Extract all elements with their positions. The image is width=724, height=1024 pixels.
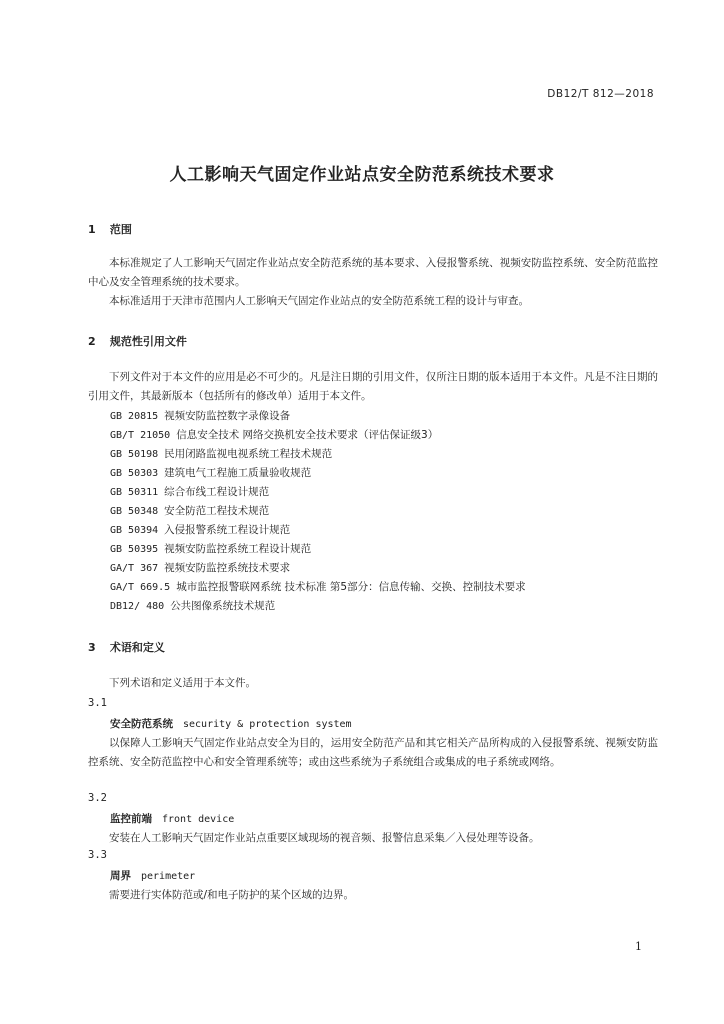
document-code: DB12/T 812—2018 [547,88,654,100]
term-definition: 需要进行实体防范或/和电子防护的某个区域的边界。 [109,889,355,901]
term-heading: 监控前端 front device [110,813,235,825]
clause-number: 3.1 [88,697,107,709]
reference-item: GB 50348 安全防范工程技术规范 [110,505,270,517]
section-title: 术语和定义 [109,641,165,654]
section-number: 2 [88,335,96,348]
term-heading: 周界 perimeter [110,870,196,882]
section-title: 范围 [109,223,132,236]
scope-paragraph-2: 本标准适用于天津市范围内人工影响天气固定作业站点的安全防范系统工程的设计与审查。 [109,295,529,307]
reference-item: GA/T 367 视频安防监控系统技术要求 [110,562,291,574]
section-number: 1 [88,223,96,236]
reference-item: GB 50311 综合布线工程设计规范 [110,486,270,498]
document-title: 人工影响天气固定作业站点安全防范系统技术要求 [169,165,555,185]
section-heading-normative-references [88,333,187,349]
reference-item: GB/T 21050 信息安全技术 网络交换机安全技术要求（评估保证级3） [110,429,439,441]
page-number: 1 [635,940,642,953]
clause-number: 3.3 [88,849,107,861]
section-number: 3 [88,641,96,654]
term-heading: 安全防范系统 security & protection system [110,718,352,730]
reference-item: GA/T 669.5 城市监控报警联网系统 技术标准 第5部分：信息传输、交换、控制技术要求 [110,581,526,593]
reference-item: GB 50394 入侵报警系统工程设计规范 [110,524,291,536]
section-heading-scope [88,221,132,237]
reference-item: DB12/ 480 公共图像系统技术规范 [110,600,276,612]
scope-paragraph-1: 本标准规定了人工影响天气固定作业站点安全防范系统的基本要求、入侵报警系统、视频安防监控系统、安全防范监控中心及安全管理系统的技术要求。 [88,257,658,288]
section-title: 规范性引用文件 [109,335,187,348]
reference-item: GB 50395 视频安防监控系统工程设计规范 [110,543,312,555]
clause-number: 3.2 [88,792,107,804]
reference-item: GB 50303 建筑电气工程施工质量验收规范 [110,467,312,479]
terms-intro: 下列术语和定义适用于本文件。 [109,677,256,689]
reference-item: GB 20815 视频安防监控数字录像设备 [110,410,291,422]
references-intro: 下列文件对于本文件的应用是必不可少的。凡是注日期的引用文件，仅所注日期的版本适用于本文件。凡是不注日期的引用文件，其最新版本（包括所有的修改单）适用于本文件。 [88,371,658,402]
section-heading-terms [88,639,165,655]
term-definition: 以保障人工影响天气固定作业站点安全为目的，运用安全防范产品和其它相关产品所构成的入侵报警系统、视频安防监控系统、安全防范监控中心和安全管理系统等；或由这些系统为子系统组合或集成的电子系统或网络。 [88,737,658,768]
reference-item: GB 50198 民用闭路监视电视系统工程技术规范 [110,448,333,460]
term-definition: 安装在人工影响天气固定作业站点重要区域现场的视音频、报警信息采集／入侵处理等设备。 [109,832,540,844]
